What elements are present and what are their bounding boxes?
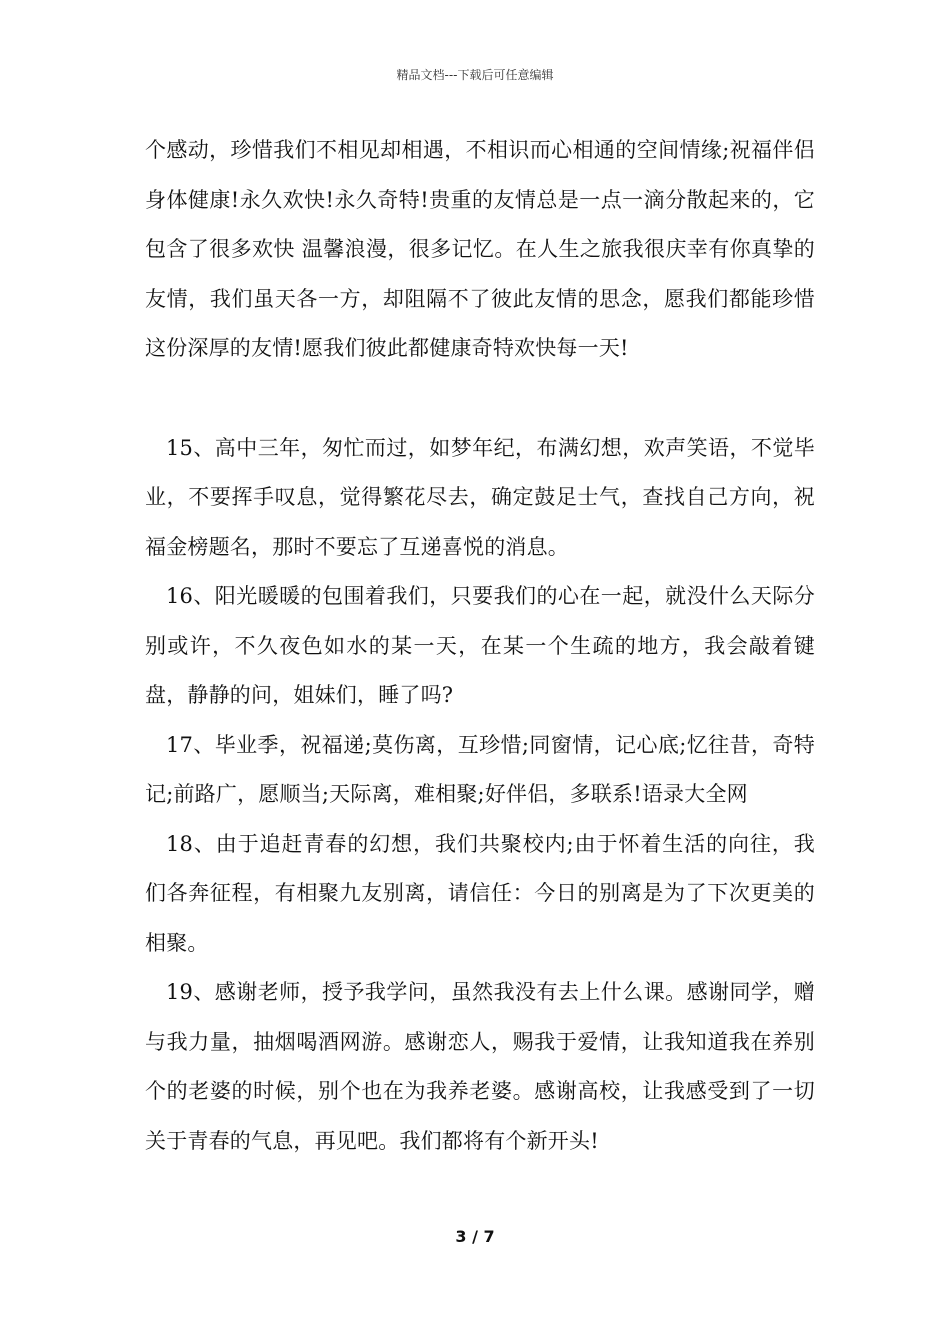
paragraph-continued: 个感动，珍惜我们不相见却相遇，不相识而心相通的空间情缘;祝福伴侣身体健康!永久欢快!永久奇特!贵重的友情总是一点一滴分散起来的，它包含了很多欢快 温馨浪漫，很多记忆。在人生之旅我很庆幸有你真挚的友情，我们虽天各一方，却阻隔不了彼此友情的思念，愿我们都能珍惜这份深厚的友情!愿我们彼此都健康奇特欢快每一天! bbox=[145, 138, 815, 360]
document-body bbox=[145, 126, 815, 1166]
paragraph-spacer bbox=[145, 374, 815, 424]
page-header: 精品文档---下载后可任意编辑 bbox=[396, 68, 554, 82]
paragraph-16: 16、阳光暖暖的包围着我们，只要我们的心在一起，就没什么天际分别或许，不久夜色如水的某一天，在某一个生疏的地方，我会敲着键盘，静静的问，姐妹们，睡了吗? bbox=[145, 584, 815, 707]
paragraph-17: 17、毕业季，祝福递;莫伤离，互珍惜;同窗情，记心底;忆往昔，奇特记;前路广，愿顺当;天际离，难相聚;好伴侣，多联系!语录大全网 bbox=[145, 732, 815, 806]
paragraph-15: 15、高中三年，匆忙而过，如梦年纪，布满幻想，欢声笑语，不觉毕业，不要挥手叹息，觉得繁花尽去，确定鼓足士气，查找自己方向，祝福金榜题名，那时不要忘了互递喜悦的消息。 bbox=[145, 435, 815, 559]
page-number: 3 / 7 bbox=[455, 1227, 495, 1246]
paragraph-18: 18、由于追赶青春的幻想，我们共聚校内;由于怀着生活的向往，我们各奔征程，有相聚九友别离，请信任：今日的别离是为了下次更美的相聚。 bbox=[145, 831, 815, 955]
paragraph-19: 19、感谢老师，授予我学问，虽然我没有去上什么课。感谢同学，赠与我力量，抽烟喝酒网游。感谢恋人，赐我于爱情，让我知道我在养别个的老婆的时候，别个也在为我养老婆。感谢高校，让我感受到了一切关于青春的气息，再见吧。我们都将有个新开头! bbox=[145, 980, 815, 1153]
